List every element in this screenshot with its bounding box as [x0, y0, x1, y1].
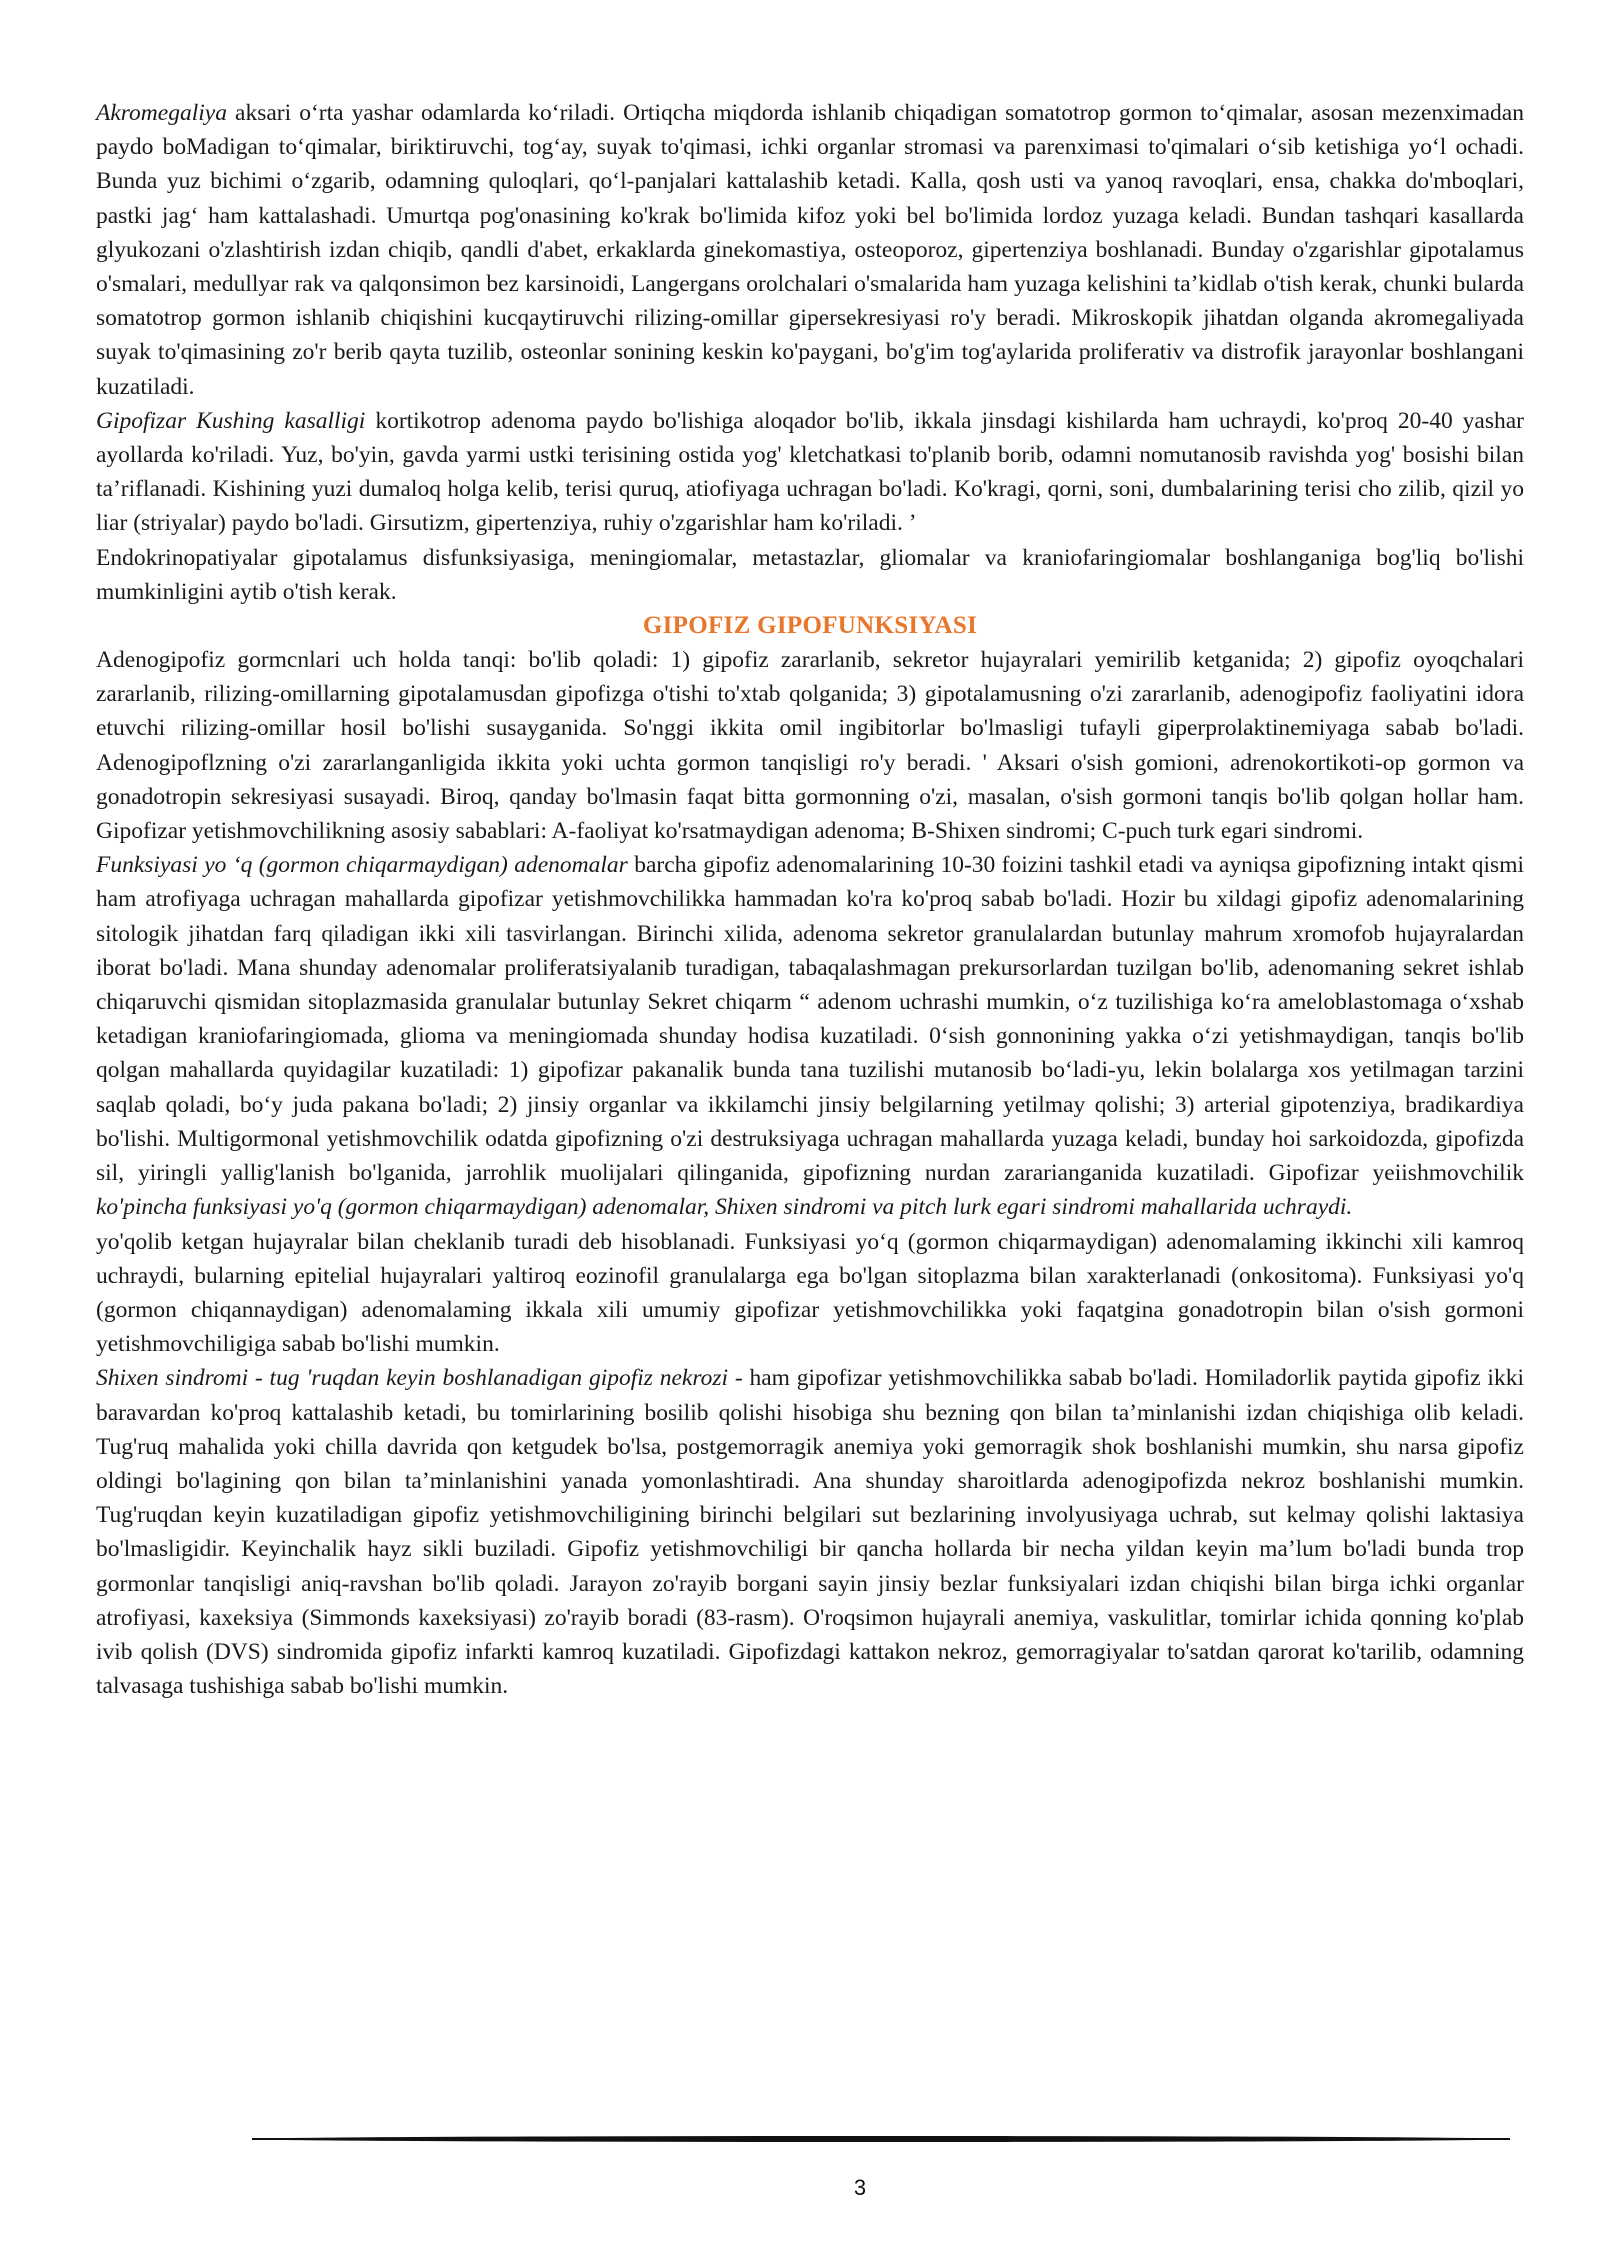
paragraph-text: - ham gipofizar yetishmovchilikka sabab bo'ladi. Homiladorlik paytida gipofiz ikki baravardan ko'proq kattalashib ketadi, bu tomirlarining bosilib qolishi hisobiga shu bezning qon bilan ta’minlanishi izdan chiqishiga olib keladi. Tug'ruq mahalida yoki chilla davrida qon ketgudek bo'lsa, postgemorragik anemiya yoki gemorragik shok boshlanishi mumkin, shu narsa gipofiz oldingi bo'lagining qon bilan ta’minlanishini yanada yomonlashtiradi. Ana shunday sharoitlarda adenogipofizda nekroz boshlanishi mumkin. Tug'ruqdan keyin kuzatiladigan gipofiz yetishmovchiligining birinchi belgilari sut bezlarining involyusiyaga uchrab, sut kelmay qolishi laktasiya bo'lmasligidir. Keyinchalik hayz sikli buziladi. Gipofiz yetishmovchiligi bir qancha hollarda bir necha yildan keyin ma’lum bo'ladi bunda trop gormonlar tanqisligi aniq-ravshan bo'lib qoladi. Jarayon zo'rayib borgani sayin jinsiy bezlar funksiyalari izdan chiqishi bilan birga ichki organlar atrofiyasi, kaxeksiya (Simmonds kaxeksiyasi) zo'rayib boradi (83-rasm). O'roqsimon hujayrali anemiya, vaskulitlar, tomirlar ichida qonning ko'plab ivib qolish (DVS) sindromida gipofiz infarkti kamroq kuzatiladi. Gipofizdagi kattakon nekroz, gemorragiyalar to'satdan qarorat ko'tarilib, odamning talvasaga tushishiga sabab bo'lishi mumkin.: [96, 1365, 1524, 1700]
paragraph-endokrinopatiyalar: [96, 541, 1524, 609]
paragraph-funksiyasi-yoq: [96, 848, 1524, 1224]
term-akromegaliya: Akromegaliya: [96, 100, 227, 126]
paragraph-akromegaliya: [96, 96, 1524, 404]
paragraph-text: barcha gipofiz adenomalarining 10-30 foizini tashkil etadi va ayniqsa gipofizning intakt qismi ham atrofiyaga uchragan mahallarda gipofizar yetishmovchilikka hammadan ko'ra ko'proq sabab bo'ladi. Hozir bu xildagi gipofiz adenomalarining sitologik jihatdan farq qiladigan ikki xili tasvirlangan. Birinchi xilida, adenoma sekretor granulalardan butunlay mahrum xromofob hujayralardan iborat bo'ladi. Mana shunday adenomalar proliferatsiyalanib turadigan, tabaqalashmagan prekursorlardan tuzilgan bo'lib, adenomaning sekret ishlab chiqaruvchi qismidan sitoplazmasida granulalar butunlay Sekret chiqarm “ adenom uchrashi mumkin, o‘z tuzilishiga ko‘ra ameloblastomaga o‘xshab ketadigan kraniofaringiomada, glioma va meningiomada shunday hodisa kuzatiladi. 0‘sish gonnonining yakka o‘zi yetishmaydigan, tanqis bo'lib qolgan mahallarda quyidagilar kuzatiladi: 1) gipofizar pakanalik bunda tana tuzilishi mutanosib bo‘ladi-yu, lekin bolalarga xos yetilmagan tarzini saqlab qoladi, bo‘y juda pakana bo'ladi; 2) jinsiy organlar va ikkilamchi jinsiy belgilarning yetilmay qolishi; 3) arterial gipotenziya, bradikardiya bo'lishi. Multigormonal yetishmovchilik odatda gipofizning o'zi destruksiyaga uchragan mahallarda yuzaga keladi, bunday hoi sarkoidozda, gipofizda sil, yiringli yallig'lanish bo'lganida, jarrohlik muolijalari qilinganida, gipofizning nurdan zararianganida kuzatiladi. Gipofizar yeiishmovchilik: [96, 852, 1525, 1187]
paragraph-text: Endokrinopatiyalar gipotalamus disfunksiyasiga, meningiomalar, metastazlar, gliomalar va kraniofaringiomalar boshlanganiga bog'liq bo'lishi mumkinligini aytib o'tish kerak.: [96, 544, 1524, 605]
paragraph-text: kortikotrop adenoma paydo bo'lishiga aloqador bo'lib, ikkala jinsdagi kishilarda ham uchraydi, ko'proq 20-40 yashar ayollarda ko'riladi. Yuz, bo'yin, gavda yarmi ustki terisining ostida yog' kletchatkasi to'planib borib, odamni nomutanosib ravishda yog' bosishi bilan ta’riflanadi. Kishining yuzi dumaloq holga kelib, terisi quruq, atiofiyaga uchragan bo'ladi. Ko'kragi, qorni, soni, dumbalarining terisi cho zilib, qizil yo liar (striyalar) paydo bo'ladi. Girsutizm, gipertenziya, ruhiy o'zgarishlar ham ko'riladi. ’: [96, 407, 1524, 537]
page-content: [96, 96, 1524, 1703]
page-number: 3: [853, 2175, 867, 2200]
paragraph-adenogipofiz: [96, 643, 1524, 848]
paragraph-text: Adenogipofiz gormcnlari uch holda tanqi: bo'lib qoladi: 1) gipofiz zararlanib, sekretor hujayralari yemirilib ketganida; 2) gipofiz oyoqchalari zararlanib, rilizing-omillarning gipotalamusdan gipofizga o'tishi to'xtab qolganida; 3) gipotalamusning o'zi zararlanib, adenogipofiz faoliyatini idora etuvchi rilizing-omillar hosil bo'lishi susayganida. So'nggi ikkita omil ingibitorlar bo'lmasligi tufayli giperprolaktinemiyaga sabab bo'ladi. Adenogipoflzning o'zi zararlanganligida ikkita yoki uchta gormon tanqisligi ro'y beradi. ' Aksari o'sish gomioni, adrenokortikoti-op gormon va gonadotropin sekresiyasi susayadi. Biroq, qanday bo'lmasin faqat bitta gormonning o'zi, masalan, o'sish gormoni tanqis bo'lib qolgan hollar ham. Gipofizar yetishmovchilikning asosiy sabablari: A-faoliyat ko'rsatmaydigan adenoma; B-Shixen sindromi; C-puch turk egari sindromi.: [96, 647, 1524, 845]
paragraph-kushing: [96, 404, 1524, 541]
paragraph-shixen: [96, 1361, 1524, 1703]
italic-tail: ko'pincha funksiyasi yo'q (gormon chiqarmaydigan) adenomalar, Shixen sindromi va pitch lurk egari sindromi mahallarida uchraydi.: [96, 1194, 1353, 1221]
paragraph-text: yo'qolib ketgan hujayralar bilan cheklanib turadi deb hisoblanadi. Funksiyasi yo‘q (gormon chiqarmaydigan) adenomalaming ikkinchi xili kamroq uchraydi, bularning epitelial hujayralari yaltiroq eozinofil granulalarga ega bo'lgan sitoplazma bilan xarakterlanadi (onkositoma). Funksiyasi yo'q (gormon chiqannaydigan) adenomalaming ikkala xili umumiy gipofizar yetishmovchilikka yoki faqatgina gonadotropin bilan o'sish gormoni yetishmovchiligiga sabab bo'lishi mumkin.: [96, 1228, 1524, 1358]
term-funksiyasi-yoq: Funksiyasi yo ‘q (gormon chiqarmaydigan) adenomalar: [96, 852, 628, 879]
footer-divider-line: [252, 2138, 1510, 2140]
section-title: GIPOFIZ GIPOFUNKSIYASI: [642, 612, 978, 640]
term-shixen: Shixen sindromi - tug 'ruqdan keyin boshlanadigan gipofiz nekrozi: [96, 1365, 729, 1392]
paragraph-text: aksari o‘rta yashar odamlarda ko‘riladi. Ortiqcha miqdorda ishlanib chiqadigan somatotrop gormon to‘qimalar, asosan mezenximadan paydo boMadigan to‘qimalar, biriktiruvchi, tog‘ay, suyak to'qimasi, ichki organlar stromasi va parenximasi to'qimalari o‘sib ketishiga yo‘l ochadi. Bunda yuz bichimi o‘zgarib, odamning quloqlari, qo‘l-panjalari kattalashib ketadi. Kalla, qosh usti va yanoq ravoqlari, ensa, chakka do'mboqlari, pastki jag‘ ham kattalashadi. Umurtqa pog'onasining ko'krak bo'limida kifoz yoki bel bo'limida lordoz yuzaga keladi. Bundan tashqari kasallarda glyukozani o'zlashtirish izdan chiqib, qandli d'abet, erkaklarda ginekomastiya, osteoporoz, gipertenziya boshlanadi. Bunday o'zgarishlar gipotalamus o'smalari, medullyar rak va qalqonsimon bez karsinoidi, Langergans orolchalari o'smalarida ham yuzaga kelishini ta’kidlab o'tish kerak, chunki bularda somatotrop gormon ishlanib chiqishini kucqaytiruvchi rilizing-omillar gipersekresiyasi ro'y beradi. Mikroskopik jihatdan olganda akromegaliyada suyak to'qimasining zo'r berib qayta tuzilib, osteonlar sonining keskin ko'paygani, bo'g'im tog'aylarida proliferativ va distrofik jarayonlar boshlangani kuzatiladi.: [96, 100, 1524, 400]
paragraph-yoqolib: [96, 1225, 1524, 1362]
term-kushing: Gipofizar Kushing kasalligi: [96, 407, 366, 434]
